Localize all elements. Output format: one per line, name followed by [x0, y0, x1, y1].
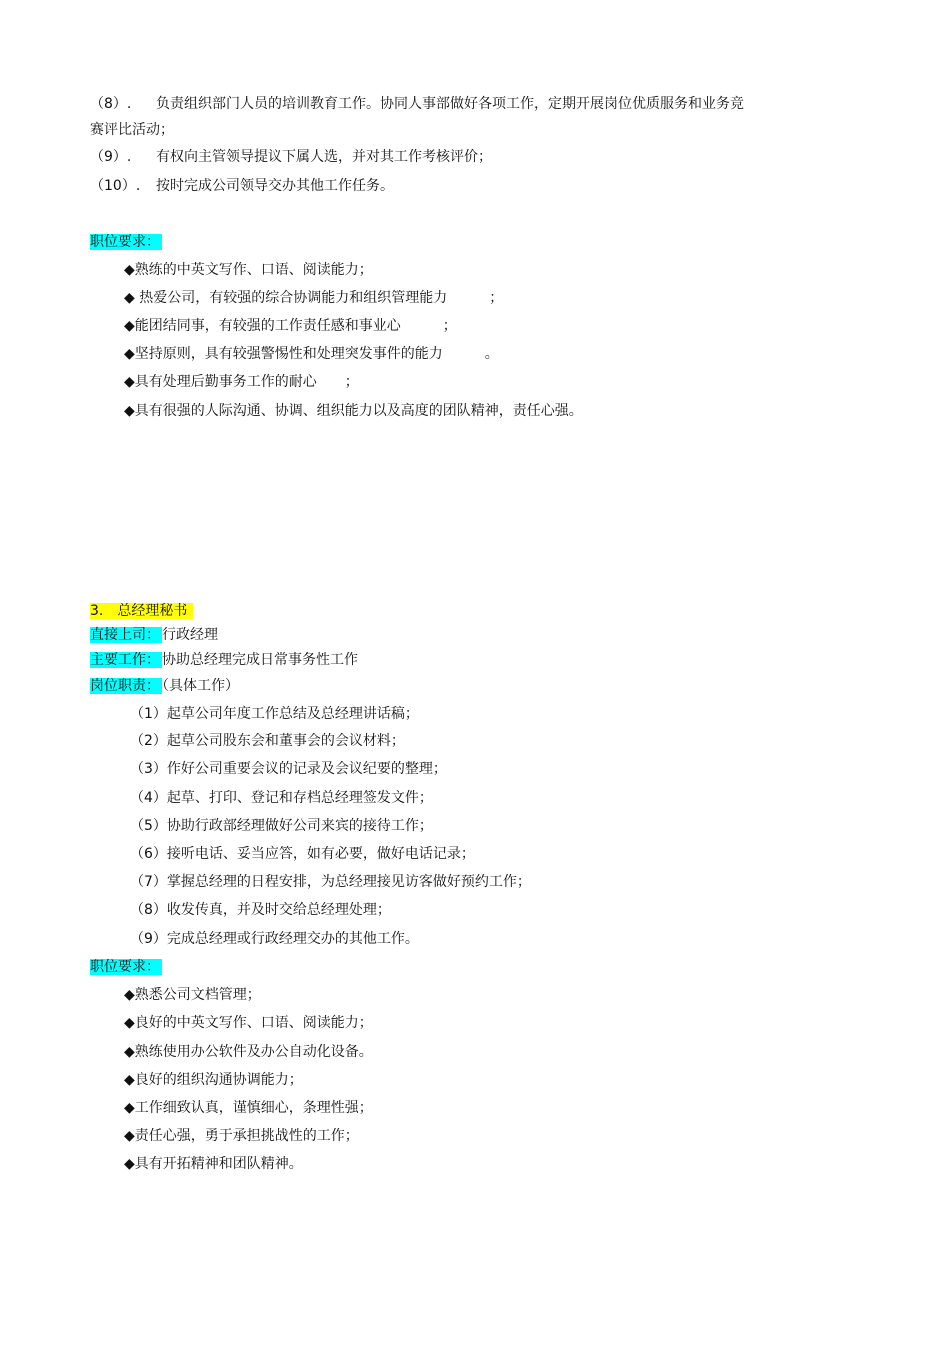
main-work-value: 协助总经理完成日常事务性工作 [162, 652, 358, 668]
duty-number: （10）. [90, 178, 141, 194]
job-duties [90, 676, 239, 696]
duty-text: 有权向主管领导提议下属人选，并对其工作考核评价； [156, 149, 492, 165]
duty-text: 负责组织部门人员的培训教育工作。协同人事部做好各项工作，定期开展岗位优质服务和业务竞 [156, 96, 744, 112]
requirement-item: ◆ 热爱公司，有较强的综合协调能力和组织管理能力 ； [124, 290, 504, 306]
requirements-heading [90, 957, 162, 977]
requirement-item: ◆具有很强的人际沟通、协调、组织能力以及高度的团队精神，责任心强。 [124, 403, 583, 419]
duty-item: （8）收发传真，并及时交给总经理处理； [130, 902, 391, 918]
requirement-item: ◆具有处理后勤事务工作的耐心 ； [124, 374, 359, 390]
duty-text: 按时完成公司领导交办其他工作任务。 [156, 178, 394, 194]
direct-supervisor [90, 625, 218, 645]
job-duties-label: 岗位职责： [90, 678, 160, 694]
requirements-heading [90, 232, 162, 252]
requirement-item: ◆工作细致认真，谨慎细心，条理性强； [124, 1100, 373, 1116]
requirement-item: ◆熟练使用办公软件及办公自动化设备。 [124, 1044, 373, 1060]
direct-supervisor-label: 直接上司： [90, 627, 160, 643]
requirement-item: ◆坚持原则，具有较强警惕性和处理突发事件的能力 。 [124, 346, 499, 362]
main-work [90, 650, 358, 670]
main-work-label: 主要工作： [90, 652, 160, 668]
job-duties-value: （具体工作） [162, 678, 239, 694]
duty-item: （6）接听电话、妥当应答，如有必要，做好电话记录； [130, 846, 475, 862]
requirement-item: ◆责任心强，勇于承担挑战性的工作； [124, 1128, 359, 1144]
direct-supervisor-value: 行政经理 [162, 627, 218, 643]
section-title-text: 3. 总经理秘书 [90, 603, 193, 619]
requirement-item: ◆具有开拓精神和团队精神。 [124, 1156, 303, 1172]
duty-number: （9）. [90, 149, 132, 165]
duty-item: （3）作好公司重要会议的记录及会议纪要的整理； [130, 761, 447, 777]
requirements-label: 职位要求： [90, 234, 160, 250]
duty-item: （9）完成总经理或行政经理交办的其他工作。 [130, 931, 419, 947]
duty-item-8-continuation: 赛评比活动； [90, 122, 174, 138]
requirement-item: ◆良好的组织沟通协调能力； [124, 1072, 303, 1088]
duty-item-10 [90, 176, 394, 196]
duty-item: （4）起草、打印、登记和存档总经理签发文件； [130, 790, 433, 806]
section-title [90, 601, 193, 621]
requirement-item: ◆熟练的中英文写作、口语、阅读能力； [124, 262, 373, 278]
requirements-label: 职位要求： [90, 959, 160, 975]
duty-item: （1）起草公司年度工作总结及总经理讲话稿； [130, 706, 419, 722]
duty-item-9 [90, 147, 492, 167]
requirement-item: ◆熟悉公司文档管理； [124, 987, 261, 1003]
requirement-item: ◆能团结同事，有较强的工作责任感和事业心 ； [124, 318, 457, 334]
duty-item-8 [90, 94, 744, 114]
duty-item: （2）起草公司股东会和董事会的会议材料； [130, 733, 405, 749]
duty-item: （5）协助行政部经理做好公司来宾的接待工作； [130, 818, 433, 834]
duty-item: （7）掌握总经理的日程安排，为总经理接见访客做好预约工作； [130, 874, 531, 890]
duty-number: （8）. [90, 96, 132, 112]
requirement-item: ◆良好的中英文写作、口语、阅读能力； [124, 1015, 373, 1031]
